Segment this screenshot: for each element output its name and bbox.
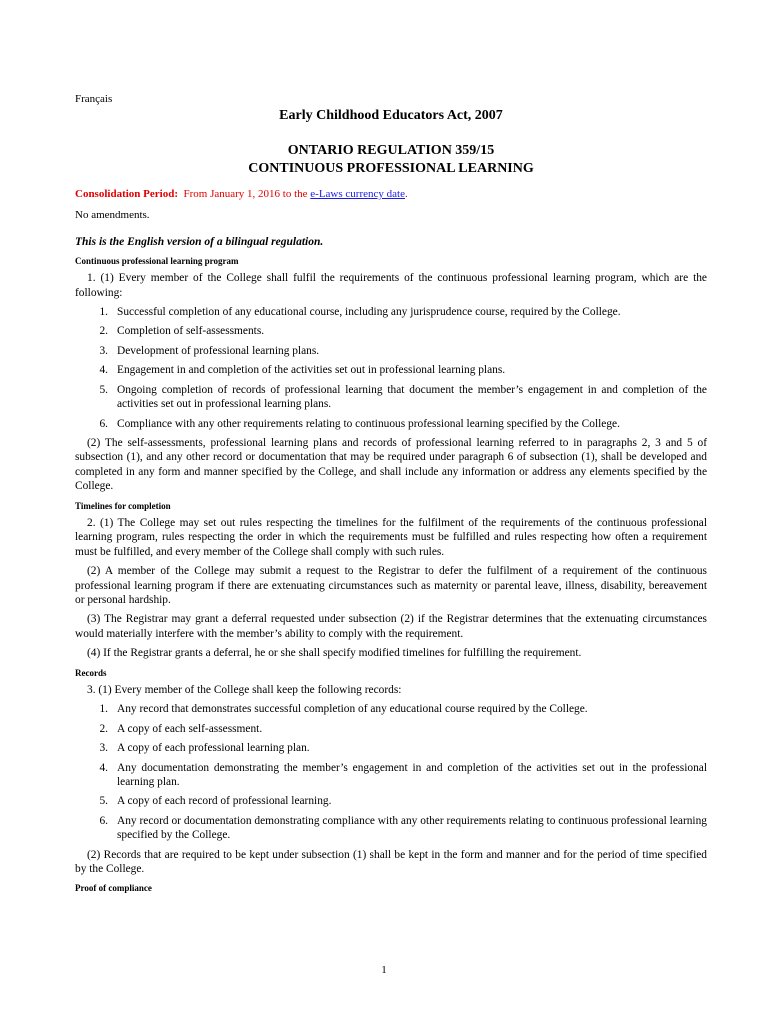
list-item-text: Compliance with any other requirements relating to continuous professional learning specified by the College. <box>117 417 620 430</box>
list-item <box>75 417 707 431</box>
list-item-number: 3. <box>99 742 108 755</box>
list-item <box>75 814 707 843</box>
list-item-text: Development of professional learning plans. <box>117 344 320 357</box>
section-heading: Proof of compliance <box>75 883 152 894</box>
list-item-text: Ongoing completion of records of professional learning that document the member’s engagement in and completion of the activities set out in professional learning plans. <box>117 383 707 411</box>
consolidation-label: Consolidation Period: <box>75 187 178 200</box>
consolidation-text: From January 1, 2016 to the <box>183 187 308 200</box>
list-item-number: 4. <box>99 364 108 377</box>
list-item <box>75 702 707 716</box>
list-item <box>75 324 707 338</box>
list-item-text: A copy of each professional learning plan. <box>117 742 310 755</box>
list-item-number: 3. <box>99 344 108 357</box>
subsection-paragraph: 2. (1) The College may set out rules respecting the timelines for the fulfilment of the requirements of the continuous professional learning program, rules respecting the order in which the requirements must be fulfilled and rules respecting how often a requirement must be fulfilled, and every member of the College shall comply with such rules. <box>75 516 707 558</box>
list-item-number: 1. <box>99 703 108 716</box>
document-page <box>75 92 707 899</box>
subsection-paragraph: (4) If the Registrar grants a deferral, he or she shall specify modified timelines for fulfilling the requirement. <box>87 647 582 660</box>
list-item-text: Successful completion of any educational course, including any jurisprudence course, required by the College. <box>117 306 621 319</box>
list-item-number: 5. <box>99 795 108 808</box>
section-heading: Continuous professional learning program <box>75 255 239 266</box>
list-item-number: 1. <box>99 306 108 319</box>
subsection-paragraph: (3) The Registrar may grant a deferral requested under subsection (2) if the Registrar determines that the extenuating circumstances would materially interfere with the member’s ability to comply with the requirement. <box>75 613 707 640</box>
subsection-paragraph: (2) A member of the College may submit a request to the Registrar to defer the fulfilment of a requirement of the continuous professional learning program if there are extenuating circumstances such as maternity or parental leave, illness, disability, bereavement or personal hardship. <box>75 565 707 606</box>
consolidation-end: . <box>404 187 408 200</box>
list-item-text: Any record or documentation demonstrating compliance with any other requirements relating to continuous professional learning specified by the College. <box>117 814 707 842</box>
list-item-text: A copy of each self-assessment. <box>117 722 263 735</box>
list-item <box>75 344 707 358</box>
no-amendments: No amendments. <box>75 209 150 222</box>
regulation-number: ONTARIO REGULATION 359/15 <box>287 142 495 158</box>
consolidation-period <box>75 187 707 201</box>
section-intro: 3. (1) Every member of the College shall keep the following records: <box>87 684 402 696</box>
subsection-paragraph: (2) Records that are required to be kept under subsection (1) shall be kept in the form and manner and for the period of time specified by the College. <box>75 848 707 876</box>
list-item <box>75 383 707 412</box>
list-item-number: 6. <box>99 417 108 430</box>
list-item-text: A copy of each record of professional learning. <box>117 795 332 808</box>
list-item-number: 2. <box>99 325 108 338</box>
bilingual-note: This is the English version of a bilingual regulation. <box>75 236 324 249</box>
section-heading: Timelines for completion <box>75 500 171 511</box>
list-item <box>75 794 707 808</box>
list-item <box>75 305 707 319</box>
list-item <box>75 363 707 377</box>
list-item-number: 5. <box>99 383 108 396</box>
act-title: Early Childhood Educators Act, 2007 <box>279 108 503 124</box>
page-number: 1 <box>381 964 387 976</box>
list-item <box>75 761 707 790</box>
list-item <box>75 722 707 736</box>
francais-link[interactable]: Français <box>75 93 113 105</box>
subsection-paragraph: (2) The self-assessments, professional learning plans and records of professional learning referred to in paragraphs 2, 3 and 5 of subsection (1), and any other record or documentation that may be required under paragraph 6 of subsection (1), shall be developed and completed in any form and manner specified by the College, and shall include any information or address any elements specified by the College. <box>75 436 707 493</box>
list-item-number: 4. <box>99 761 108 774</box>
regulation-title: CONTINUOUS PROFESSIONAL LEARNING <box>248 161 534 177</box>
list-item-text: Completion of self-assessments. <box>117 325 265 338</box>
list-item <box>75 741 707 755</box>
list-item-text: Any record that demonstrates successful completion of any educational course required by the College. <box>117 703 588 716</box>
list-item-text: Any documentation demonstrating the member’s engagement in and completion of the activities set out in the professional learning plan. <box>117 761 707 789</box>
e-laws-currency-link[interactable]: e-Laws currency date <box>310 187 405 200</box>
list-item-number: 6. <box>99 814 108 827</box>
section-heading: Records <box>75 667 107 678</box>
sections-container <box>75 254 707 896</box>
list-item-text: Engagement in and completion of the activities set out in professional learning plans. <box>117 364 506 377</box>
section-intro: 1. (1) Every member of the College shall fulfil the requirements of the continuous professional learning program, which are the following: <box>75 272 707 299</box>
list-item-number: 2. <box>99 722 108 735</box>
